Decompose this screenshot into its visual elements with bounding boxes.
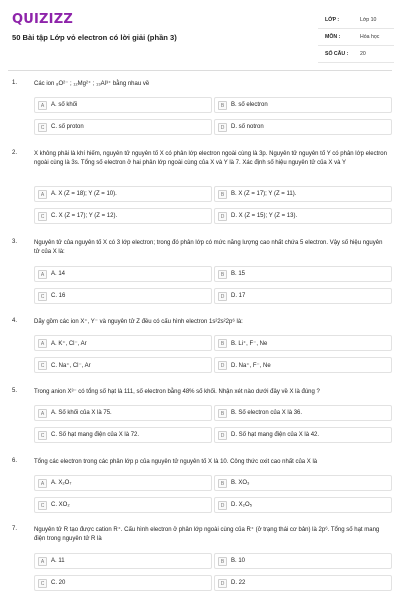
option-d[interactable] — [214, 208, 392, 224]
option-letter: D — [218, 579, 227, 588]
question-text: Nguyên tử của nguyên tố X có 3 lớp electron; trong đó phân lớp có mức năng lượng cao nhất chứa 5 electron. Vậy số hiệu nguyên tử của X là: — [34, 240, 383, 255]
option-text: B. số electron — [231, 102, 268, 108]
option-letter: C — [38, 501, 47, 510]
question-number: 2. — [12, 150, 18, 156]
option-letter: A — [38, 409, 47, 418]
option-text: C. Na⁺, Cl⁻, Ar — [51, 363, 91, 369]
meta-value: Lớp 10 — [360, 17, 377, 23]
option-letter: D — [218, 292, 227, 301]
option-a[interactable] — [34, 186, 212, 202]
meta-row-count — [318, 48, 394, 63]
option-c[interactable] — [34, 208, 212, 224]
option-text: D. 17 — [231, 293, 246, 299]
option-c[interactable] — [34, 288, 212, 304]
meta-table — [318, 14, 394, 65]
question-text: Nguyên tử R tạo được cation R⁺. Cấu hình electron ở phân lớp ngoài cùng của R⁺ (ở trạng thái cơ bản) là 2p⁶. Tổng số hạt mang điện trong nguyên tử R là — [34, 527, 380, 542]
option-text: B. 15 — [231, 271, 246, 277]
option-text: B. Số electron của X là 36. — [231, 410, 303, 416]
option-c[interactable] — [34, 357, 212, 373]
option-c[interactable] — [34, 427, 212, 443]
option-letter: A — [38, 101, 47, 110]
option-text: A. X (Z = 18); Y (Z = 10). — [51, 191, 117, 197]
option-text: A. 14 — [51, 271, 66, 277]
option-a[interactable] — [34, 405, 212, 421]
option-text: A. Số khối của X là 75. — [51, 410, 112, 416]
option-d[interactable] — [214, 357, 392, 373]
option-letter: A — [38, 190, 47, 199]
option-letter: A — [38, 557, 47, 566]
header-divider — [8, 70, 392, 71]
option-d[interactable] — [214, 427, 392, 443]
question-number: 3. — [12, 239, 18, 245]
page-title: 50 Bài tập Lớp vỏ electron có lời giải (phần 3) — [12, 33, 177, 42]
option-text: B. XO₃ — [231, 480, 250, 486]
option-text: D. Số hạt mang điện của X là 42. — [231, 432, 320, 438]
option-d[interactable] — [214, 119, 392, 135]
option-b[interactable] — [214, 335, 392, 351]
option-text: A. số khối — [51, 102, 78, 108]
option-text: D. 22 — [231, 580, 246, 586]
option-letter: D — [218, 212, 227, 221]
option-text: C. Số hạt mang điện của X là 72. — [51, 432, 140, 438]
question-text: X không phải là khí hiếm, nguyên tử nguyên tố X có phân lớp electron ngoài cùng là 3p. Nguyên tử nguyên tố Y có phân lớp electron ngoài cùng là 3s. Tổng số electron ở hai phân lớp ngoài cùng của X và Y là 7. Xác định số hiệu nguyên tử của X và Y — [34, 151, 387, 166]
option-letter: A — [38, 479, 47, 488]
option-b[interactable] — [214, 405, 392, 421]
meta-value: 20 — [360, 51, 366, 57]
question-number: 6. — [12, 458, 18, 464]
option-letter: D — [218, 501, 227, 510]
option-c[interactable] — [34, 119, 212, 135]
option-letter: C — [38, 361, 47, 370]
option-text: D. X₂O₅ — [231, 502, 253, 508]
option-text: A. X₂O₇ — [51, 480, 72, 486]
option-a[interactable] — [34, 553, 212, 569]
option-text: C. XO₂ — [51, 502, 70, 508]
option-letter: C — [38, 292, 47, 301]
question-number: 4. — [12, 318, 18, 324]
option-a[interactable] — [34, 97, 212, 113]
option-letter: C — [38, 212, 47, 221]
question-number: 5. — [12, 388, 18, 394]
question-text: Dãy gồm các ion X⁺, Y⁻ và nguyên tử Z đều có cấu hình electron 1s²2s²2p⁶ là: — [34, 319, 243, 325]
question-text: Các ion ₈O²⁻ ; ₁₂Mg²⁺ ; ₁₃Al³⁺ bằng nhau về — [34, 81, 150, 87]
meta-key: MÔN : — [325, 34, 341, 40]
option-a[interactable] — [34, 266, 212, 282]
option-text: C. 16 — [51, 293, 66, 299]
option-letter: B — [218, 190, 227, 199]
option-b[interactable] — [214, 97, 392, 113]
option-text: B. X (Z = 17); Y (Z = 11). — [231, 191, 297, 197]
option-letter: C — [38, 579, 47, 588]
option-letter: B — [218, 409, 227, 418]
option-d[interactable] — [214, 497, 392, 513]
option-b[interactable] — [214, 475, 392, 491]
option-c[interactable] — [34, 575, 212, 591]
option-letter: A — [38, 270, 47, 279]
option-text: B. Li⁺, F⁻, Ne — [231, 341, 268, 347]
option-letter: B — [218, 339, 227, 348]
meta-key: SỐ CÂU : — [325, 51, 349, 57]
option-a[interactable] — [34, 335, 212, 351]
option-letter: B — [218, 270, 227, 279]
option-b[interactable] — [214, 553, 392, 569]
option-d[interactable] — [214, 288, 392, 304]
meta-row-subject — [318, 31, 394, 46]
question-number: 1. — [12, 80, 18, 86]
quizizz-logo: QUIZIZZ — [12, 12, 73, 27]
option-letter: C — [38, 123, 47, 132]
option-letter: B — [218, 101, 227, 110]
meta-key: LỚP : — [325, 17, 340, 23]
option-text: D. X (Z = 15); Y (Z = 13). — [231, 213, 298, 219]
option-text: C. số proton — [51, 124, 84, 130]
option-text: D. Na⁺, F⁻, Ne — [231, 363, 271, 369]
option-letter: B — [218, 479, 227, 488]
option-b[interactable] — [214, 186, 392, 202]
option-a[interactable] — [34, 475, 212, 491]
option-letter: D — [218, 123, 227, 132]
option-text: A. 11 — [51, 558, 65, 564]
option-c[interactable] — [34, 497, 212, 513]
option-text: C. 20 — [51, 580, 66, 586]
option-d[interactable] — [214, 575, 392, 591]
option-letter: D — [218, 431, 227, 440]
option-letter: A — [38, 339, 47, 348]
option-b[interactable] — [214, 266, 392, 282]
option-text: D. số notron — [231, 124, 264, 130]
question-text: Trong anion X³⁻ có tổng số hạt là 111, số electron bằng 48% số khối. Nhận xét nào dưới đây về X là đúng ? — [34, 389, 320, 395]
meta-value: Hóa học — [360, 34, 380, 40]
option-letter: D — [218, 361, 227, 370]
page-header — [0, 0, 400, 66]
question-text: Tổng các electron trong các phân lớp p của nguyên tử nguyên tố X là 10. Công thức oxit cao nhất của X là — [34, 459, 318, 465]
option-text: A. K⁺, Cl⁻, Ar — [51, 341, 87, 347]
option-letter: B — [218, 557, 227, 566]
option-text: B. 10 — [231, 558, 246, 564]
question-number: 7. — [12, 526, 18, 532]
option-letter: C — [38, 431, 47, 440]
option-text: C. X (Z = 17); Y (Z = 12). — [51, 213, 118, 219]
meta-row-class — [318, 14, 394, 29]
